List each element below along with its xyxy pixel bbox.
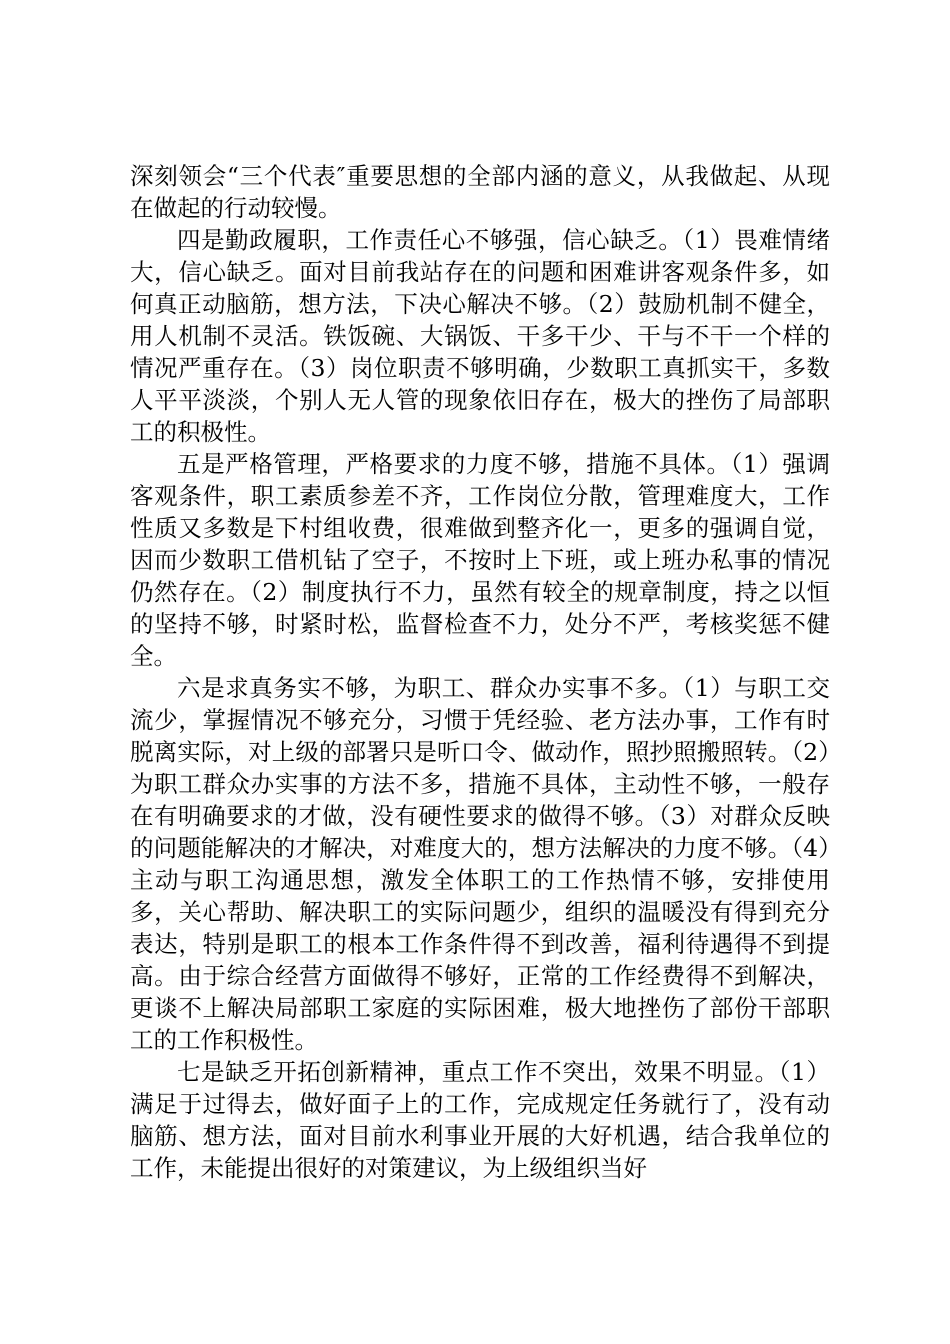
- paragraph-point-seven: 七是缺乏开拓创新精神，重点工作不突出，效果不明显。（1）满足于过得去，做好面子上的工作，完成规定任务就行了，没有动脑筋、想方法，面对目前水利事业开展的大好机遇，结合我单位的工作，未能提出很好的对策建议，为上级组织当好: [130, 1058, 830, 1182]
- paragraph-continuation: 深刻领会“三个代表″重要思想的全部内涵的意义，从我做起、从现在做起的行动较慢。: [130, 162, 830, 222]
- paragraph-point-six: 六是求真务实不够，为职工、群众办实事不多。（1）与职工交流少，掌握情况不够充分，习惯于凭经验、老方法办事，工作有时脱离实际，对上级的部署只是听口令、做动作，照抄照搬照转。（2）为职工群众办实事的方法不多，措施不具体，主动性不够，一般存在有明确要求的才做，没有硬性要求的做得不够。（3）对群众反映的问题能解决的才解决，对难度大的，想方法解决的力度不够。（4）主动与职工沟通思想，激发全体职工的工作热情不够，安排使用多，关心帮助、解决职工的实际问题少，组织的温暖没有得到充分表达，特别是职工的根本工作条件得不到改善，福利待遇得不到提高。由于综合经营方面做得不够好，正常的工作经费得不到解决，更谈不上解决局部职工家庭的实际困难，极大地挫伤了部份干部职工的工作积极性。: [130, 674, 830, 1054]
- document-body: [130, 160, 830, 1184]
- paragraph-point-five: 五是严格管理，严格要求的力度不够，措施不具体。（1）强调客观条件，职工素质参差不齐，工作岗位分散，管理难度大，工作性质又多数是下村组收费，很难做到整齐化一，更多的强调自觉，因而少数职工借机钻了空子，不按时上下班，或上班办私事的情况仍然存在。（2）制度执行不力，虽然有较全的规章制度，持之以恒的坚持不够，时紧时松，监督检查不力，处分不严，考核奖惩不健全。: [130, 450, 830, 670]
- paragraph-point-four: 四是勤政履职，工作责任心不够强，信心缺乏。（1）畏难情绪大，信心缺乏。面对目前我站存在的问题和困难讲客观条件多，如何真正动脑筋，想方法，下决心解决不够。（2）鼓励机制不健全，用人机制不灵活。铁饭碗、大锅饭、干多干少、干与不干一个样的情况严重存在。（3）岗位职责不够明确，少数职工真抓实干，多数人平平淡淡，个别人无人管的现象依旧存在，极大的挫伤了局部职工的积极性。: [130, 226, 830, 446]
